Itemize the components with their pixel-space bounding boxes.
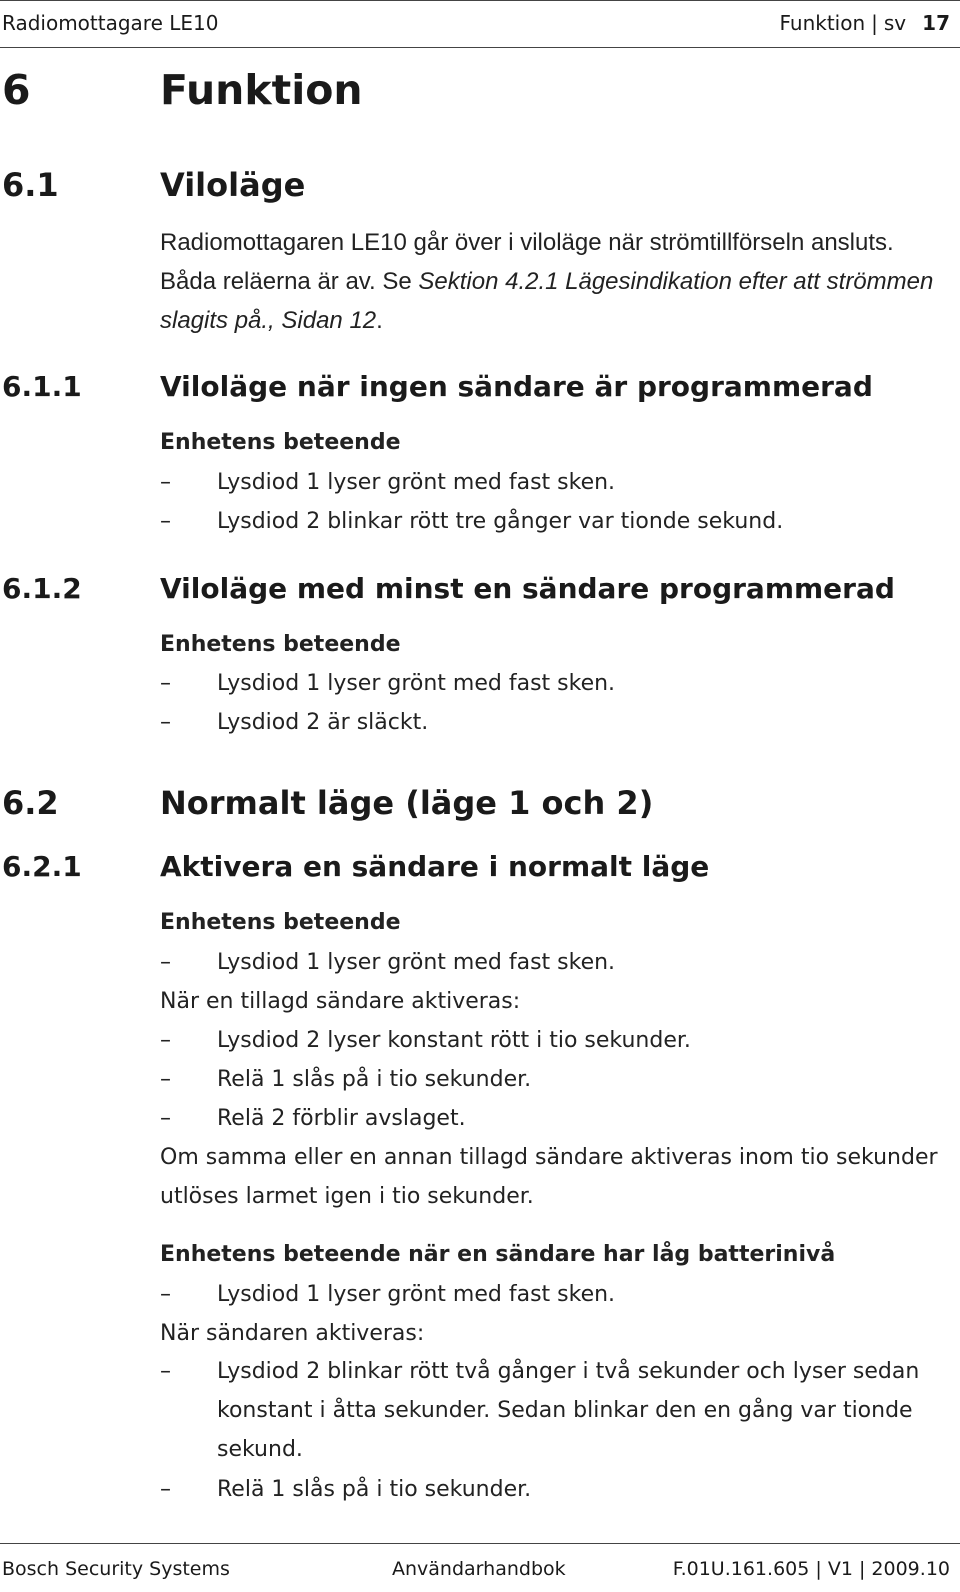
paragraph-end: .: [376, 307, 383, 334]
list-item-text: Lysdiod 2 lyser konstant rött i tio sekunder.: [217, 1028, 691, 1053]
section-title: Normalt läge (läge 1 och 2): [160, 784, 654, 822]
transmitter-activation-intro: När sändaren aktiveras:: [160, 1321, 425, 1346]
paragraph-text: Radiomottagaren LE10 går över i viloläge när strömtillförseln ansluts. Båda reläerna är av. Se: [160, 229, 894, 295]
footer-date: 2009.10: [871, 1558, 950, 1580]
behavior-subheading: Enhetens beteende: [160, 430, 401, 455]
footer-separator: |: [858, 1558, 866, 1580]
dash-bullet: –: [160, 671, 171, 696]
dash-bullet: –: [160, 1359, 171, 1384]
footer-doc-type: Användarhandbok: [392, 1558, 566, 1580]
activation-intro: När en tillagd sändare aktiveras:: [160, 989, 521, 1014]
list-item-text: Relä 1 slås på i tio sekunder.: [217, 1067, 532, 1092]
dash-bullet: –: [160, 1028, 171, 1053]
chapter-title: Funktion: [160, 66, 363, 114]
footer-doc-code: F.01U.161.605: [672, 1558, 810, 1580]
dash-bullet: –: [160, 950, 171, 975]
chapter-number: 6: [2, 66, 31, 114]
header-language: sv: [883, 11, 907, 35]
section-title: Viloläge: [160, 166, 306, 204]
footer-company: Bosch Security Systems: [2, 1558, 230, 1580]
low-battery-subheading: Enhetens beteende när en sändare har låg batterinivå: [160, 1242, 836, 1267]
list-item-text: Lysdiod 1 lyser grönt med fast sken.: [217, 1282, 616, 1307]
repeat-activation-paragraph: Om samma eller en annan tillagd sändare aktiveras inom tio sekunder utlöses larmet igen i tio sekunder.: [160, 1145, 938, 1209]
section-number: 6.1: [2, 166, 59, 204]
dash-bullet: –: [160, 470, 171, 495]
page-header: [0, 0, 960, 48]
dash-bullet: –: [160, 1282, 171, 1307]
header-title: Radiomottagare LE10: [2, 11, 219, 35]
list-item-text: Lysdiod 1 lyser grönt med fast sken.: [217, 950, 616, 975]
dash-bullet: –: [160, 509, 171, 534]
page-number: 17: [922, 11, 950, 35]
cross-reference-link[interactable]: Sektion 4.2.1 Lägesindikation efter att strömmen slagits på., Sidan 12: [160, 268, 934, 334]
list-item-text: Lysdiod 2 är släckt.: [217, 710, 429, 735]
header-right: [779, 11, 950, 35]
header-section: Funktion: [779, 11, 866, 35]
list-item-text: Relä 1 slås på i tio sekunder.: [217, 1477, 532, 1502]
footer-doc-info: [673, 1558, 950, 1580]
list-item-text: Lysdiod 2 blinkar rött tre gånger var tionde sekund.: [217, 509, 784, 534]
list-item-text: Lysdiod 2 blinkar rött två gånger i två sekunder och lyser sedan konstant i åtta sekunder. Sedan blinkar den en gång var tionde sekund.: [217, 1359, 920, 1462]
list-item-text: Lysdiod 1 lyser grönt med fast sken.: [217, 671, 616, 696]
footer-version: V1: [827, 1558, 853, 1580]
dash-bullet: –: [160, 1477, 171, 1502]
subsection-number: 6.1.2: [2, 572, 82, 605]
subsection-number: 6.2.1: [2, 850, 82, 883]
header-separator: |: [871, 11, 878, 35]
list-item-text: Relä 2 förblir avslaget.: [217, 1106, 466, 1131]
page-footer: [0, 1543, 960, 1592]
list-item: [160, 1352, 940, 1469]
subsection-title: Aktivera en sändare i normalt läge: [160, 850, 710, 883]
subsection-title: Viloläge med minst en sändare programmerad: [160, 572, 895, 605]
subsection-number: 6.1.1: [2, 370, 82, 403]
section-number: 6.2: [2, 784, 59, 822]
behavior-subheading: Enhetens beteende: [160, 910, 401, 935]
dash-bullet: –: [160, 1067, 171, 1092]
footer-separator: |: [815, 1558, 822, 1580]
dash-bullet: –: [160, 710, 171, 735]
list-item-text: Lysdiod 1 lyser grönt med fast sken.: [217, 470, 616, 495]
dash-bullet: –: [160, 1106, 171, 1131]
behavior-subheading: Enhetens beteende: [160, 632, 401, 657]
section-6-1-paragraph: [160, 223, 940, 340]
subsection-title: Viloläge när ingen sändare är programmerad: [160, 370, 873, 403]
